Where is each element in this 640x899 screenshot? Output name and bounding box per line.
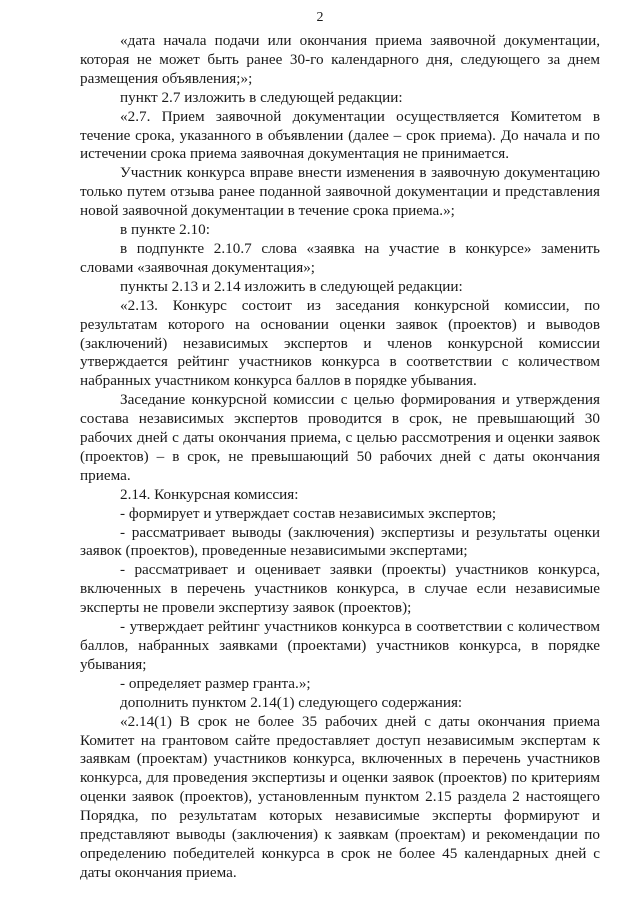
paragraph: пункт 2.7 изложить в следующей редакции: bbox=[120, 88, 403, 106]
list-item: - формирует и утверждает состав независимых экспертов; bbox=[120, 504, 497, 522]
paragraph: «дата начала подачи или окончания приема заявочной документации, которая не может быть ранее 30-го календарного дня, следующего за днем размещения объявления;»; bbox=[80, 32, 600, 87]
paragraph: Заседание конкурсной комиссии с целью формирования и утверждения состава независимых экспертов проводится в срок, не превышающий 30 рабочих дней с даты окончания приема, с целью рассмотрения и оценки заявок (проектов) – в срок, не превышающий 50 рабочих дней с даты окончания приема. bbox=[80, 391, 600, 484]
list-item: - утверждает рейтинг участников конкурса в соответствии с количеством баллов, набранных заявками (проектами) участников конкурса, в порядке убывания; bbox=[80, 618, 600, 673]
paragraph: «2.13. Конкурс состоит из заседания конкурсной комиссии, по результатам которого на основании оценки заявок (проектов) и выводов (заключений) независимых экспертов и членов конкурсной комиссии утверждается рейтинг участников конкурса в соответствии с количеством набранных участником конкурса баллов в порядке убывания. bbox=[80, 296, 600, 390]
paragraph: в пункте 2.10: bbox=[120, 221, 210, 239]
list-item: - определяет размер гранта.»; bbox=[120, 674, 311, 692]
paragraph: дополнить пунктом 2.14(1) следующего содержания: bbox=[120, 693, 463, 711]
paragraph: 2.14. Конкурсная комиссия: bbox=[120, 485, 299, 503]
paragraph: Участник конкурса вправе внести изменения в заявочную документацию только путем отзыва ранее поданной заявочной документации и представления новой заявочной документации в течение срока приема.»; bbox=[80, 164, 600, 220]
document-body bbox=[80, 32, 600, 883]
paragraph: «2.7. Прием заявочной документации осуществляется Комитетом в течение срока, указанного в объявлении (далее – срок приема). До начала и по истечении срока приема заявочная документация не принимается. bbox=[80, 107, 600, 163]
paragraph: пункты 2.13 и 2.14 изложить в следующей редакции: bbox=[120, 277, 463, 295]
paragraph: в подпункте 2.10.7 слова «заявка на участие в конкурсе» заменить словами «заявочная документация»; bbox=[80, 239, 600, 276]
page-number: 2 bbox=[316, 10, 324, 25]
list-item: - рассматривает и оценивает заявки (проекты) участников конкурса, включенных в перечень участников конкурса, в случае если независимые эксперты не провели экспертизу заявок (проектов); bbox=[80, 561, 600, 617]
paragraph: «2.14(1) В срок не более 35 рабочих дней с даты окончания приема Комитет на грантовом сайте предоставляет доступ независимым экспертам к заявкам (проектам) участников конкурса, включенных в перечень участников конкурса, для проведения экспертизы и оценки заявок (проектов) по критериям оценки заявок (проектов), установленным пунктом 2.15 раздела 2 настоящего Порядка, по результатам которых независимые эксперты формируют и представляют выводы (заключения) к заявкам (проектам) и рекомендации по определению победителей конкурса в срок не более 45 календарных дней с даты окончания приема. bbox=[80, 712, 600, 881]
list-item: - рассматривает выводы (заключения) экспертизы и результаты оценки заявок (проектов), проведенные независимыми экспертами; bbox=[80, 523, 600, 560]
